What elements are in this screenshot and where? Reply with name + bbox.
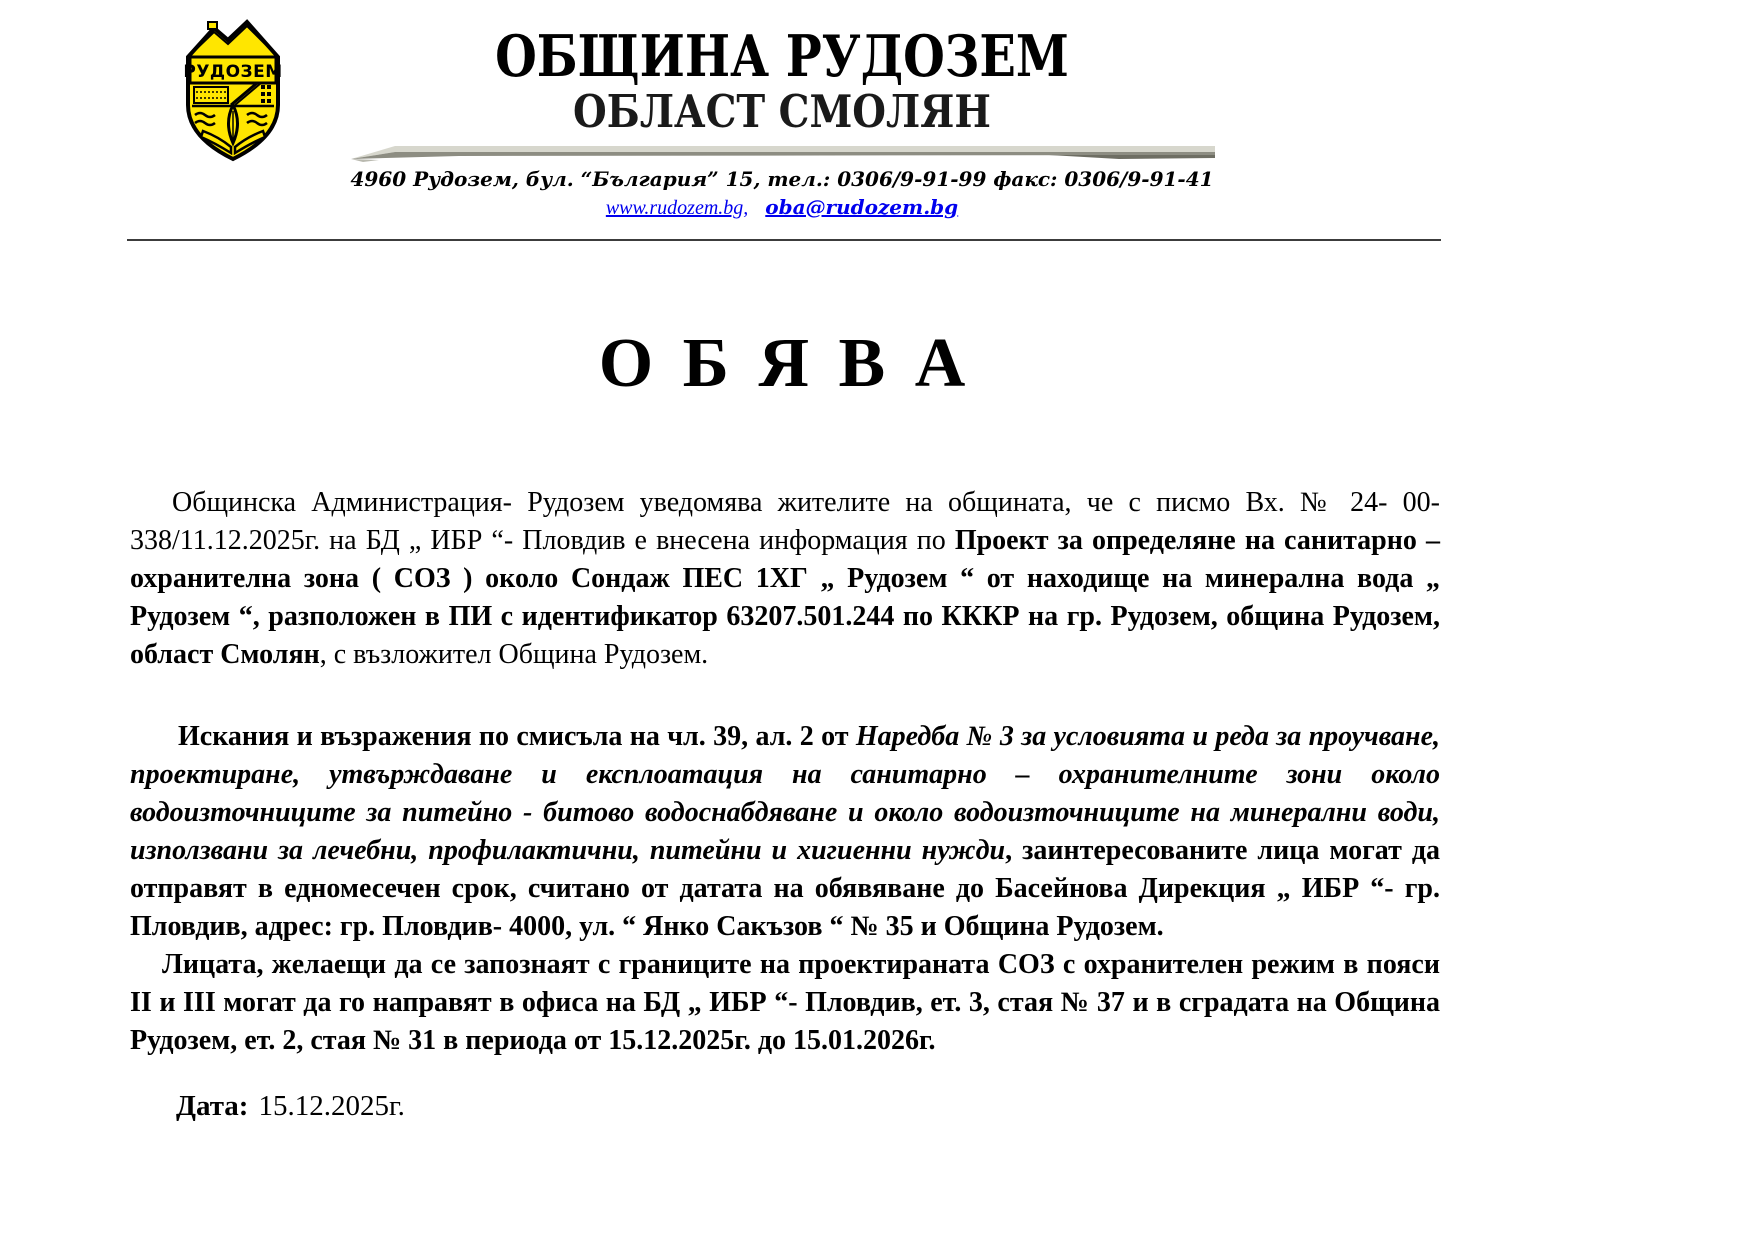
- date-value: 15.12.2025г.: [258, 1090, 405, 1122]
- document-body: [130, 300, 1440, 1123]
- paragraph-1: [130, 484, 1440, 674]
- p2-bold-start: Искания и възражения по смисъла на чл. 39, ал. 2 от: [178, 721, 856, 752]
- p2-bold-end: , заинтересованите лица могат да отправят в едномесечен срок, считано от датата на обявяване до Басейнова Дирекция „ ИБР “- гр. Пловдив, адрес: гр. Пловдив- 4000, ул. “ Янко Сакъзов “ № 35 и Община Рудозем.: [130, 835, 1440, 942]
- email-link[interactable]: oba@rudozem.bg: [765, 194, 959, 219]
- date-line: [130, 1090, 1440, 1123]
- paragraph-2: [130, 718, 1440, 946]
- p1-bold-text: Проект за определяне на санитарно – охранителна зона ( СОЗ ) около Сондаж ПЕС 1ХГ „ Рудозем “ от находище на минерална вода „ Рудозем “, разположен в ПИ с идентификатор 63207.501.244 по КККР на гр. Рудозем, община Рудозем, област Смолян: [130, 525, 1440, 670]
- decorative-divider-line: [349, 143, 1215, 163]
- paragraph-3: Лицата, желаещи да се запознаят с границите на проектираната СОЗ с охранителен режим в пояси II и III могат да го направят в офиса на БД „ ИБР “- Пловдив, ет. 3, стая № 37 и в сградата на Община Рудозем, ет. 2, стая № 31 в периода от 15.12.2025г. до 15.01.2026г.: [130, 949, 1440, 1056]
- municipality-coat-of-arms: [181, 13, 285, 165]
- org-name: ОБЩИНА РУДОЗЕМ: [495, 23, 1069, 90]
- contact-links: [348, 195, 1216, 220]
- p1-text-start: Общинска Администрация- Рудозем уведомява жителите на общината, че с писмо Вх. № 24- 00-338/11.12.2025г. на БД „ ИБР “- Пловдив е внесена информация по: [130, 487, 1440, 556]
- flag-shape: [208, 22, 217, 29]
- letterhead: [348, 23, 1216, 220]
- address-line: 4960 Рудозем, бул. “България” 15, тел.: 0306/9-91-99 факс: 0306/9-91-41: [350, 166, 1214, 191]
- p1-text-end: , с възложител Община Рудозем.: [319, 639, 709, 670]
- website-link[interactable]: www.rudozem.bg,: [605, 196, 749, 219]
- logo-banner-text: РУДОЗЕМ: [183, 62, 283, 82]
- org-region: ОБЛАСТ СМОЛЯН: [573, 85, 991, 138]
- announcement-title: О Б Я В А: [598, 325, 972, 402]
- p2-italic-text: Наредба № 3 за условията и реда за проучване, проектиране, утвърждаване и експлоатация на санитарно – охранителните зони около водоизточниците за питейно - битово водоснабдяване и около водоизточниците на минерални води, използвани за лечебни, профилактични, питейни и хигиенни нужди: [130, 721, 1440, 866]
- date-label: Дата:: [176, 1090, 249, 1122]
- horizontal-rule: [127, 239, 1441, 241]
